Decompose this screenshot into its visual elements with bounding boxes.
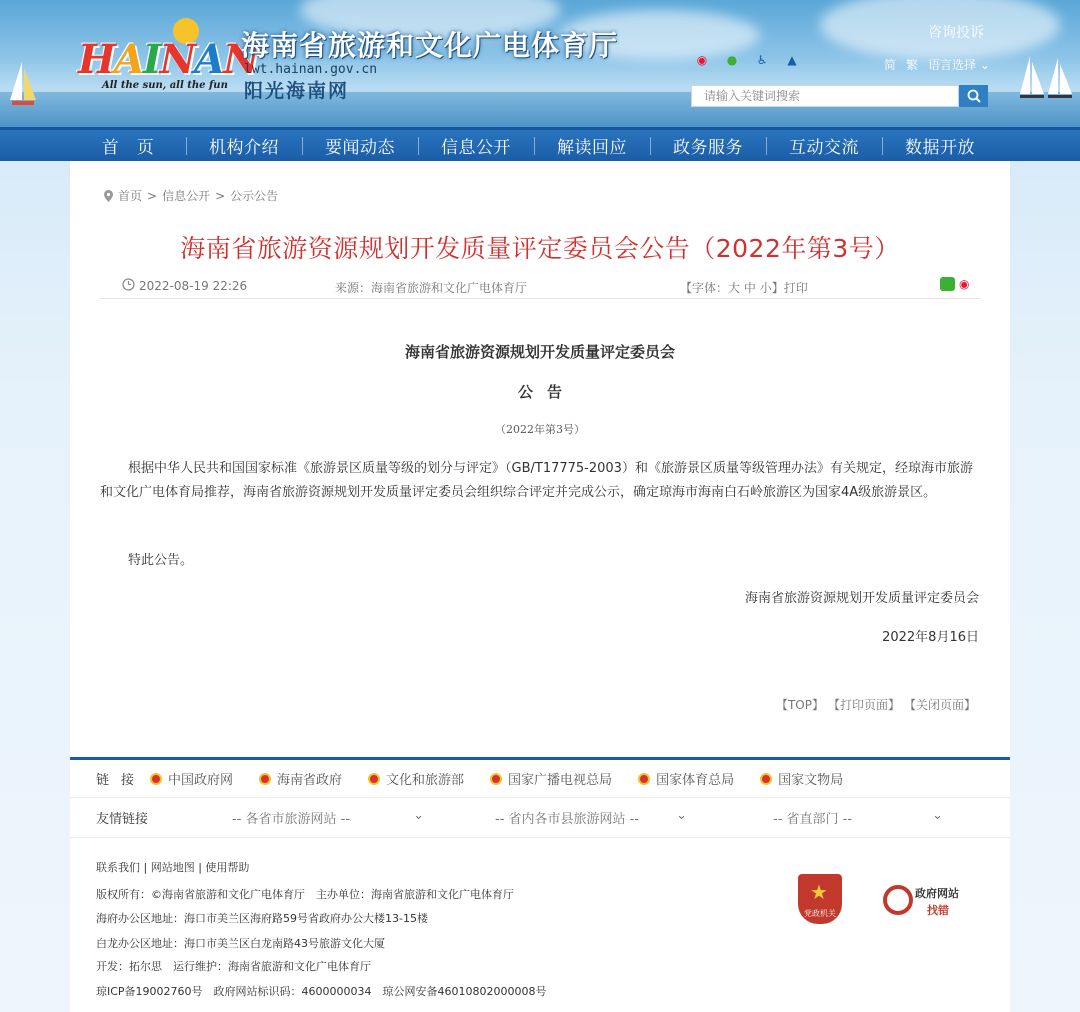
gov-site-error-badge[interactable]: 政府网站 找错 [883, 881, 969, 921]
site-subtitle: 阳光海南网 [244, 80, 350, 102]
document-closing: 特此公告。 [128, 553, 194, 568]
breadcrumb-separator: > [215, 188, 226, 203]
site-domain: lwt.hainan.gov.cn [244, 62, 378, 77]
nav-interpretation[interactable]: 解读回应 [534, 133, 650, 158]
font-large-button[interactable]: 大 [728, 281, 741, 295]
document-body: 根据中华人民共和国国家标准《旅游景区质量等级的划分与评定》（GB/T17775-2003）和《旅游景区质量等级管理办法》有关规定，经琼海市旅游和文化广电体育局推荐，海南省旅游资源规划开发质量评定委员会组织综合评定并完成公示，确定琼海市海南白石岭旅游区为国家4A级旅游景区。 [100, 461, 973, 500]
close-page-link[interactable]: 【关闭页面】 [903, 698, 976, 712]
font-small-button[interactable]: 小】 [759, 281, 784, 295]
share-icons [940, 277, 974, 291]
document-sign-date: 2022年8月16日 [882, 630, 979, 645]
site-footer [70, 837, 1010, 1012]
lang-traditional[interactable]: 繁 [906, 58, 919, 72]
nav-services[interactable]: 政务服务 [650, 133, 766, 158]
party-gov-badge[interactable]: ★ 党政机关 [798, 874, 842, 924]
breadcrumb-separator: > [147, 188, 158, 203]
document-signature: 海南省旅游资源规划开发质量评定委员会 [744, 591, 979, 606]
nav-news[interactable]: 要闻动态 [302, 133, 418, 158]
friend-links-bar [70, 797, 1010, 837]
site-title: 海南省旅游和文化广电体育厅 [241, 29, 619, 62]
logo-tagline: All the sun, all the fun [102, 80, 228, 91]
national-emblem-icon [638, 773, 650, 785]
departments-select[interactable]: -- 省直部门 -- ⌄ [773, 808, 943, 827]
language-bar [884, 56, 990, 73]
article-container [70, 161, 1010, 757]
print-link[interactable]: 打印 [783, 281, 808, 295]
document-org: 海南省旅游资源规划开发质量评定委员会 [404, 343, 675, 361]
top-link[interactable]: 【TOP】 [775, 698, 824, 712]
sailboat-left-icon [8, 60, 38, 110]
link-culture-tourism[interactable]: 文化和旅游部 [368, 769, 464, 788]
breadcrumb-announcements[interactable]: 公示公告 [230, 189, 279, 203]
footer-address-bailong: 白龙办公区地址：海口市美兰区白龙南路43号旅游文化大厦 [96, 937, 385, 950]
footer-help-links[interactable]: 联系我们 | 网站地图 | 使用帮助 [96, 861, 250, 874]
lang-simplified[interactable]: 简 [884, 58, 897, 72]
national-emblem-icon [490, 773, 502, 785]
article-title: 海南省旅游资源规划开发质量评定委员会公告（2022年第3号） [180, 234, 900, 263]
footer-icp: 琼ICP备19002760号 政府网站标识码：4600000034 琼公网安备46010802000008号 [96, 985, 547, 998]
chevron-down-icon: ⌄ [676, 808, 687, 823]
magnifier-icon [883, 885, 913, 915]
article-source: 来源：海南省旅游和文化广电体育厅 [335, 281, 528, 295]
consult-link[interactable]: 咨询投诉 [928, 25, 984, 41]
national-emblem-icon [150, 773, 162, 785]
link-gov-cn[interactable]: 中国政府网 [150, 769, 233, 788]
link-cultural-heritage[interactable]: 国家文物局 [760, 769, 843, 788]
wechat-share-icon[interactable] [940, 277, 955, 291]
hainan-logo[interactable] [78, 14, 258, 98]
link-sport[interactable]: 国家体育总局 [638, 769, 734, 788]
links-label: 链接 [96, 773, 147, 788]
social-icons [693, 52, 801, 68]
wechat-icon[interactable]: ● [726, 53, 738, 67]
county-sites-select[interactable]: -- 省内各市县旅游网站 -- ⌄ [495, 808, 687, 827]
publish-date: 2022-08-19 22:26 [139, 279, 248, 293]
article-meta [100, 271, 980, 299]
national-emblem-icon [368, 773, 380, 785]
national-emblem-icon [259, 773, 271, 785]
nav-open-data[interactable]: 数据开放 [882, 133, 998, 158]
clock-icon [122, 278, 135, 291]
star-icon: ★ [810, 880, 828, 904]
nav-home[interactable]: 首 页 [101, 138, 155, 158]
chevron-down-icon: ⌄ [932, 808, 943, 823]
nav-organization[interactable]: 机构介绍 [186, 133, 302, 158]
link-radio-tv[interactable]: 国家广播电视总局 [490, 769, 612, 788]
weibo-share-icon[interactable]: ◉ [959, 277, 970, 291]
weibo-icon[interactable]: ◉ [696, 53, 708, 67]
font-size-controls: 【字体：大 中 小】打印 [680, 281, 808, 295]
search-input[interactable]: 请输入关键词搜索 [691, 85, 959, 107]
breadcrumb-info-public[interactable]: 信息公开 [162, 189, 211, 203]
nav-info-public[interactable]: 信息公开 [418, 133, 534, 158]
footer-address-haifu: 海府办公区地址：海口市美兰区海府路59号省政府办公大楼13-15楼 [96, 912, 428, 925]
site-header [0, 0, 1080, 127]
province-sites-select[interactable]: -- 各省市旅游网站 -- ⌄ [232, 808, 424, 827]
main-nav [0, 127, 1080, 161]
print-page-link[interactable]: 【打印页面】 [827, 698, 900, 712]
search-button[interactable] [959, 85, 988, 107]
chevron-down-icon: ⌄ [413, 808, 424, 823]
footer-copyright: 版权所有：©海南省旅游和文化广电体育厅 主办单位：海南省旅游和文化广电体育厅 [96, 888, 514, 901]
sailboat-right-icon [1018, 54, 1078, 104]
document-number: （2022年第3号） [495, 423, 585, 436]
page-tools [776, 696, 976, 713]
breadcrumb-home[interactable]: 首页 [118, 189, 143, 203]
link-hainan-gov[interactable]: 海南省政府 [259, 769, 342, 788]
chevron-down-icon: ⌄ [979, 58, 990, 72]
links-bar [70, 757, 1010, 797]
location-pin-icon [104, 190, 113, 202]
friend-links-label: 友情链接 [96, 812, 149, 827]
breadcrumb [104, 187, 278, 204]
lang-select[interactable]: 语言选择 ⌄ [928, 58, 990, 72]
font-medium-button[interactable]: 中 [743, 281, 756, 295]
search-icon [967, 89, 981, 103]
footer-developer: 开发：拓尔思 运行维护：海南省旅游和文化广电体育厅 [96, 960, 371, 973]
logo-word: HAINAN [78, 36, 258, 83]
nav-interaction[interactable]: 互动交流 [766, 133, 882, 158]
national-emblem-icon [760, 773, 772, 785]
accessibility-icon[interactable]: ♿ [756, 53, 768, 67]
app-icon[interactable]: ▲ [787, 53, 797, 67]
document-kind: 公告 [517, 383, 576, 401]
